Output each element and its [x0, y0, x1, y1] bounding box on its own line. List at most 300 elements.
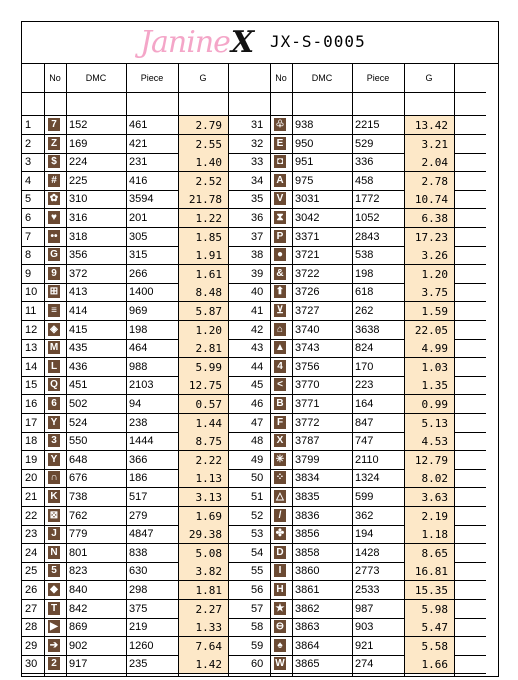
gram-weight: 8.02 — [405, 469, 454, 487]
dmc-code: 762 — [69, 509, 88, 522]
table-row — [248, 544, 486, 563]
symbol-icon: ● — [274, 248, 286, 261]
row-number: 11 — [25, 305, 37, 317]
dmc-code: 3722 — [295, 267, 320, 280]
gram-weight: 5.99 — [179, 358, 228, 376]
row-number: 1 — [25, 119, 32, 131]
piece-count: 4847 — [129, 528, 154, 541]
gram-weight: 3.21 — [405, 135, 454, 153]
symbol-icon: ♠ — [274, 639, 286, 652]
dmc-code: 436 — [69, 360, 88, 373]
symbol-icon: W — [275, 658, 285, 670]
row-number: 55 — [251, 565, 264, 578]
piece-count: 298 — [129, 584, 148, 596]
piece-count: 94 — [129, 398, 142, 410]
piece-count: 1324 — [355, 472, 380, 485]
dmc-code: 3743 — [295, 342, 320, 355]
row-number: 23 — [25, 528, 38, 541]
row-number: 17 — [25, 416, 38, 429]
piece-count: 362 — [355, 509, 374, 522]
piece-count: 315 — [129, 249, 148, 262]
row-number: 54 — [251, 546, 264, 559]
row-number: 39 — [251, 267, 264, 280]
row-number: 14 — [25, 360, 38, 373]
symbol-icon: G — [48, 248, 60, 261]
gram-weight: 5.13 — [405, 414, 454, 432]
table-row — [248, 488, 486, 507]
gram-weight: 10.74 — [405, 190, 454, 208]
dmc-code: 3862 — [295, 602, 320, 615]
row-number: 22 — [25, 509, 38, 522]
piece-count: 1400 — [129, 286, 154, 299]
piece-count: 2215 — [355, 119, 380, 131]
table-row — [248, 190, 486, 209]
symbol-icon: ⌂ — [274, 323, 286, 336]
dmc-code: 823 — [69, 565, 88, 578]
piece-count: 747 — [355, 435, 374, 448]
table-header — [22, 64, 260, 93]
gram-weight: 2.55 — [179, 135, 228, 153]
table-row — [22, 432, 260, 451]
brand-logo: JanineX — [140, 25, 254, 60]
gram-weight: 6.38 — [405, 209, 454, 227]
piece-count: 903 — [355, 621, 374, 634]
symbol-icon: X — [274, 434, 286, 447]
dmc-code: 3770 — [295, 379, 320, 392]
row-number: 41 — [251, 305, 264, 317]
dmc-code: 550 — [69, 435, 88, 448]
dmc-code: 738 — [69, 491, 88, 503]
gram-weight: 1.66 — [405, 655, 454, 673]
gram-weight: 3.13 — [179, 488, 228, 506]
table-row — [248, 135, 486, 154]
table-row — [248, 376, 486, 395]
dmc-code: 951 — [295, 156, 314, 169]
piece-count: 231 — [129, 156, 148, 169]
table-row — [22, 190, 260, 209]
piece-count: 235 — [129, 658, 148, 671]
table-row — [248, 265, 486, 284]
symbol-icon: ⁘ — [275, 472, 285, 484]
row-number: 38 — [251, 249, 264, 262]
symbol-icon: ◈ — [48, 323, 60, 336]
gram-weight: 13.42 — [405, 116, 454, 134]
row-number: 24 — [25, 546, 38, 559]
row-number: 49 — [251, 453, 264, 466]
piece-count: 274 — [355, 658, 374, 671]
piece-count: 529 — [355, 137, 374, 150]
symbol-icon: & — [274, 267, 286, 280]
row-number: 29 — [25, 639, 38, 652]
symbol-icon: E — [274, 137, 286, 150]
gram-weight: 2.81 — [179, 339, 228, 357]
gram-weight: 1.18 — [405, 525, 454, 543]
row-number: 5 — [25, 193, 32, 206]
dmc-code: 3771 — [295, 398, 320, 410]
row-number: 46 — [251, 398, 264, 410]
gram-weight: 1.59 — [405, 302, 454, 320]
piece-count: 1428 — [355, 546, 380, 559]
table-row — [22, 618, 260, 637]
row-number: 56 — [251, 584, 264, 596]
symbol-icon: < — [274, 378, 286, 391]
table-row — [248, 618, 486, 637]
piece-count: 336 — [355, 156, 374, 169]
gram-weight: 8.75 — [179, 432, 228, 450]
piece-count: 3638 — [355, 323, 380, 336]
dmc-code: 524 — [69, 416, 88, 429]
row-number: 47 — [251, 416, 264, 429]
table-row — [248, 469, 486, 488]
gram-weight: 12.79 — [405, 451, 454, 469]
symbol-icon: T — [48, 602, 60, 615]
table-row — [248, 395, 486, 414]
row-number: 31 — [251, 119, 264, 131]
gram-weight: 4.53 — [405, 432, 454, 450]
table-row — [248, 228, 486, 247]
dmc-code: 648 — [69, 453, 88, 466]
table-row — [248, 451, 486, 470]
gram-weight: 5.08 — [179, 544, 228, 562]
row-number: 12 — [25, 323, 38, 336]
piece-count: 2110 — [355, 453, 379, 466]
piece-count: 262 — [355, 305, 374, 317]
dmc-code: 3031 — [295, 193, 320, 206]
row-number: 35 — [251, 193, 264, 206]
table-row — [22, 600, 260, 619]
dmc-code: 938 — [295, 119, 314, 131]
dmc-code: 3721 — [295, 249, 320, 262]
gram-weight: 1.03 — [405, 358, 454, 376]
table-row — [22, 283, 260, 302]
row-number: 60 — [251, 658, 264, 671]
table-row — [248, 655, 486, 674]
dmc-code: 152 — [69, 119, 88, 131]
dmc-code: 3042 — [295, 212, 320, 224]
table-row — [22, 562, 260, 581]
symbol-icon: ≡ — [48, 304, 60, 317]
table-row — [22, 339, 260, 358]
dmc-code: 869 — [69, 621, 88, 634]
piece-count: 219 — [129, 621, 148, 634]
row-number: 21 — [25, 491, 38, 503]
piece-count: 1052 — [355, 212, 380, 224]
dmc-code: 413 — [69, 286, 88, 299]
table-row — [22, 469, 260, 488]
col-header-g: G — [425, 73, 433, 83]
row-number: 45 — [251, 379, 264, 392]
piece-count: 1260 — [129, 639, 154, 652]
symbol-icon: A — [274, 174, 286, 187]
dmc-code: 502 — [69, 398, 88, 410]
thread-chart-sheet — [21, 21, 499, 677]
symbol-icon: P — [274, 230, 286, 243]
dmc-code: 950 — [295, 137, 314, 150]
symbol-icon: △ — [274, 490, 286, 503]
dmc-code: 3756 — [295, 360, 320, 373]
row-number: 43 — [251, 342, 264, 355]
piece-count: 366 — [129, 453, 148, 466]
symbol-icon: ⊻ — [274, 304, 286, 317]
row-number: 48 — [251, 435, 264, 448]
piece-count: 2843 — [355, 230, 380, 243]
col-header-dmc: DMC — [85, 73, 107, 83]
table-row — [22, 376, 260, 395]
row-number: 10 — [25, 286, 38, 299]
symbol-icon: ★ — [275, 602, 285, 614]
row-number: 50 — [251, 472, 264, 485]
gram-weight: 1.61 — [179, 265, 228, 283]
row-number: 15 — [25, 379, 38, 392]
gram-weight: 0.99 — [405, 395, 454, 413]
piece-count: 838 — [129, 546, 148, 559]
table-row — [22, 172, 260, 191]
symbol-icon: I — [274, 564, 286, 577]
table-row — [248, 209, 486, 228]
row-number: 8 — [25, 249, 32, 262]
dmc-code: 415 — [69, 323, 88, 336]
piece-count: 461 — [129, 119, 148, 131]
piece-count: 201 — [129, 212, 148, 224]
dmc-code: 917 — [69, 658, 88, 671]
row-number: 33 — [251, 156, 264, 169]
table-row — [22, 414, 260, 433]
symbol-icon: ◆ — [48, 583, 60, 596]
dmc-code: 3863 — [295, 621, 320, 634]
gram-weight: 5.47 — [405, 618, 454, 636]
piece-count: 266 — [129, 267, 148, 280]
dmc-code: 3726 — [295, 286, 320, 299]
gram-weight: 1.13 — [179, 469, 228, 487]
table-row — [22, 451, 260, 470]
gram-weight: 17.23 — [405, 228, 454, 246]
gram-weight: 22.05 — [405, 321, 454, 339]
dmc-code: 3787 — [295, 435, 320, 448]
row-number: 42 — [251, 323, 264, 336]
row-number: 6 — [25, 212, 32, 224]
piece-count: 538 — [355, 249, 374, 262]
gram-weight: 4.99 — [405, 339, 454, 357]
row-number: 53 — [251, 528, 264, 541]
dmc-code: 3836 — [295, 509, 320, 522]
symbol-icon: 7 — [48, 118, 60, 131]
gram-weight: 16.81 — [405, 562, 454, 580]
piece-count: 3594 — [129, 193, 154, 206]
table-row — [22, 135, 260, 154]
table-row — [22, 395, 260, 414]
symbol-icon: V — [274, 192, 286, 205]
gram-weight: 1.85 — [179, 228, 228, 246]
col-header-no: No — [275, 73, 287, 83]
row-number: 40 — [251, 286, 264, 299]
symbol-icon: F — [274, 416, 286, 429]
dmc-code: 3740 — [295, 323, 320, 336]
gram-weight: 2.52 — [179, 172, 228, 190]
table-row — [248, 414, 486, 433]
gram-weight: 1.42 — [179, 655, 228, 673]
blank-row — [248, 93, 486, 116]
symbol-icon: M — [49, 342, 59, 354]
piece-count: 375 — [129, 602, 148, 615]
sheet-header — [22, 22, 498, 64]
piece-count: 618 — [355, 286, 374, 299]
table-row — [22, 116, 260, 135]
table-row — [248, 637, 486, 656]
piece-count: 194 — [355, 528, 374, 541]
dmc-code: 435 — [69, 342, 88, 355]
piece-count: 630 — [129, 565, 148, 578]
gram-weight: 29.38 — [179, 525, 228, 543]
col-header-dmc: DMC — [311, 73, 333, 83]
row-number: 18 — [25, 435, 38, 448]
symbol-icon: Y — [48, 453, 60, 466]
symbol-icon: ◘ — [274, 155, 286, 168]
dmc-code: 801 — [69, 546, 88, 559]
symbol-icon: ✤ — [275, 528, 285, 540]
gram-weight: 12.75 — [179, 376, 228, 394]
piece-count: 1772 — [355, 193, 380, 206]
pattern-code: JX-S-0005 — [270, 32, 366, 51]
table-row — [22, 209, 260, 228]
dmc-code: 169 — [69, 137, 88, 150]
table-row — [248, 507, 486, 526]
table-row — [22, 637, 260, 656]
symbol-icon: •• — [48, 230, 60, 243]
symbol-icon: Q — [48, 378, 60, 391]
piece-count: 170 — [355, 360, 374, 373]
symbol-icon: 3 — [48, 434, 60, 447]
gram-weight: 1.69 — [179, 507, 228, 525]
row-number: 59 — [251, 639, 264, 652]
row-number: 57 — [251, 602, 264, 615]
row-number: 58 — [251, 621, 264, 634]
col-header-piece: Piece — [140, 73, 164, 83]
left-table — [22, 64, 260, 676]
row-number: 3 — [25, 156, 32, 169]
piece-count: 458 — [355, 174, 374, 187]
symbol-icon: D — [274, 546, 286, 559]
row-number: 44 — [251, 360, 264, 373]
table-row — [22, 358, 260, 377]
symbol-icon: L — [48, 360, 60, 373]
row-number: 36 — [251, 212, 264, 224]
table-row — [22, 488, 260, 507]
piece-count: 2103 — [129, 379, 154, 392]
symbol-icon: 2 — [48, 657, 60, 670]
gram-weight: 1.44 — [179, 414, 228, 432]
table-row — [22, 265, 260, 284]
table-row — [248, 116, 486, 135]
row-number: 16 — [25, 398, 38, 410]
table-row — [248, 153, 486, 172]
symbol-icon: ⧗ — [274, 211, 286, 224]
row-number: 9 — [25, 267, 32, 280]
piece-count: 599 — [355, 491, 374, 503]
row-number: 52 — [251, 509, 264, 522]
symbol-icon: ⊖ — [275, 621, 285, 633]
piece-count: 988 — [129, 360, 148, 373]
dmc-code: 310 — [69, 193, 88, 206]
dmc-code: 224 — [69, 156, 88, 169]
piece-count: 464 — [129, 342, 148, 355]
symbol-icon: ➔ — [49, 639, 59, 651]
gram-weight: 1.91 — [179, 246, 228, 264]
dmc-code: 372 — [69, 267, 88, 280]
gram-weight: 15.35 — [405, 581, 454, 599]
symbol-icon: ▲ — [275, 342, 285, 354]
row-number: 13 — [25, 342, 38, 355]
gram-weight: 5.98 — [405, 600, 454, 618]
symbol-icon: Z — [48, 137, 60, 150]
symbol-icon: ∩ — [48, 471, 60, 484]
row-number: 30 — [25, 658, 38, 671]
dmc-code: 975 — [295, 174, 314, 187]
row-number: 28 — [25, 621, 38, 634]
symbol-icon: 4 — [274, 360, 286, 373]
table-row — [248, 600, 486, 619]
table-row — [248, 581, 486, 600]
gram-weight: 1.20 — [405, 265, 454, 283]
symbol-icon: 9 — [48, 267, 60, 280]
gram-weight: 1.35 — [405, 376, 454, 394]
dmc-code: 3799 — [295, 453, 320, 466]
dmc-code: 3856 — [295, 528, 320, 541]
table-row — [22, 655, 260, 674]
table-row — [22, 507, 260, 526]
dmc-code: 3865 — [295, 658, 320, 671]
row-number: 51 — [251, 491, 264, 503]
blank-row — [22, 93, 260, 116]
dmc-code: 3860 — [295, 565, 320, 578]
dmc-code: 316 — [69, 212, 88, 224]
table-row — [22, 228, 260, 247]
row-number: 25 — [25, 565, 38, 578]
symbol-icon: ⬆ — [275, 286, 285, 298]
gram-weight: 7.64 — [179, 637, 228, 655]
gram-weight: 3.75 — [405, 283, 454, 301]
symbol-icon: ✿ — [49, 193, 59, 205]
piece-count: 517 — [129, 491, 148, 503]
gram-weight: 2.27 — [179, 600, 228, 618]
dmc-code: 676 — [69, 472, 88, 485]
table-row — [248, 172, 486, 191]
row-number: 19 — [25, 453, 38, 466]
gram-weight: 1.20 — [179, 321, 228, 339]
dmc-code: 3834 — [295, 472, 320, 485]
table-row — [248, 246, 486, 265]
gram-weight: 0.57 — [179, 395, 228, 413]
table-row — [22, 544, 260, 563]
col-header-piece: Piece — [366, 73, 390, 83]
symbol-icon: J — [48, 527, 60, 540]
table-row — [22, 321, 260, 340]
piece-count: 969 — [129, 305, 148, 317]
dmc-code: 3371 — [295, 230, 320, 243]
row-number: 4 — [25, 174, 32, 187]
dmc-code: 779 — [69, 528, 88, 541]
dmc-code: 356 — [69, 249, 88, 262]
col-header-g: G — [199, 73, 207, 83]
symbol-icon: # — [48, 174, 60, 187]
symbol-icon: N — [48, 546, 60, 559]
gram-weight: 5.58 — [405, 637, 454, 655]
gram-weight: 1.22 — [179, 209, 228, 227]
piece-count: 186 — [129, 472, 148, 485]
dmc-code: 842 — [69, 602, 88, 615]
gram-weight: 2.79 — [179, 116, 228, 134]
dmc-code: 414 — [69, 305, 88, 317]
piece-count: 847 — [355, 416, 374, 429]
